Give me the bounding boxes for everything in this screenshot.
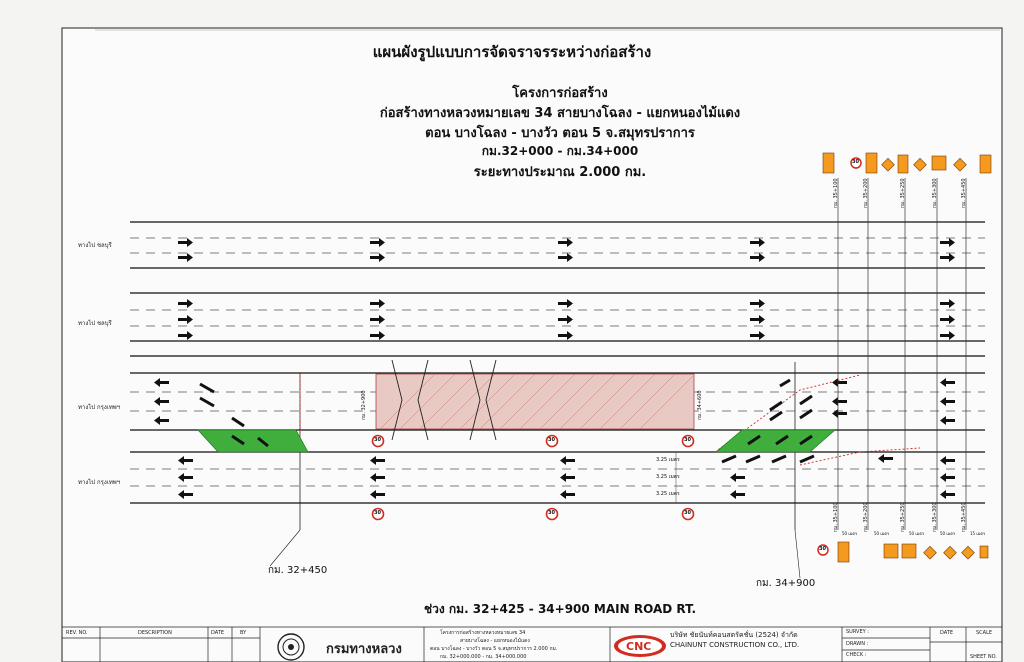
tb-rev-no: REV. NO. <box>66 630 88 636</box>
top-station-3: กม. 35+250 <box>900 178 906 208</box>
tb-project-line1: โครงการก่อสร้างทางหลวงหมายเลข 34 <box>440 630 526 636</box>
tb-by: BY <box>240 630 247 636</box>
tb-description: DESCRIPTION <box>138 630 172 636</box>
top-station-2: กม. 35+200 <box>863 178 869 208</box>
project-heading: โครงการก่อสร้าง <box>512 86 608 101</box>
lane-width-1: 3.25 เมตร <box>656 457 680 463</box>
drawing-title: แผนผังรูปแบบการจัดจราจรระหว่างก่อสร้าง <box>372 43 652 61</box>
tb-scale-label: SCALE <box>976 630 993 636</box>
warning-sign-icon <box>902 544 916 558</box>
speed-sign-value: 30 <box>684 437 691 443</box>
lane-label-chonburi-1: ทางไป ชลบุรี <box>78 242 112 249</box>
bottom-station-3: กม. 35+250 <box>900 502 906 532</box>
km-start-label: กม. 32+450 <box>268 565 328 576</box>
warning-sign-icon <box>823 153 834 173</box>
speed-sign-value: 30 <box>374 437 381 443</box>
top-station-5: กม. 35+450 <box>961 178 967 208</box>
project-name: ก่อสร้างทางหลวงหมายเลข 34 สายบางโฉลง - แยกหนองไม้แดง <box>379 106 741 121</box>
speed-sign-value: 30 <box>819 546 826 552</box>
section-caption: ช่วง กม. 32+425 - 34+900 MAIN ROAD RT. <box>423 602 697 616</box>
warning-sign-icon <box>898 155 908 173</box>
lane-label-bangkok-2: ทางไป กรุงเทพฯ <box>78 479 121 486</box>
work-zone <box>376 374 694 429</box>
gap-label-2: 50 เมตร <box>874 531 890 536</box>
tb-date-label: DATE <box>940 630 954 636</box>
warning-sign-icon <box>866 153 877 173</box>
project-distance: ระยะทางประมาณ 2.000 กม. <box>473 165 647 180</box>
speed-sign-value: 30 <box>684 510 691 516</box>
tb-company-logo: CNC <box>626 640 652 653</box>
tb-date: DATE <box>211 630 225 636</box>
tb-project-line2: สายบางโฉลง - แยกหนองไม้แดง <box>460 638 530 644</box>
lane-label-chonburi-2: ทางไป ชลบุรี <box>78 320 112 327</box>
warning-sign-icon <box>838 542 849 562</box>
speed-sign-value: 30 <box>374 510 381 516</box>
warning-sign-icon <box>980 546 988 558</box>
tb-project-line4: กม. 32+000.000 - กม. 34+000.000 <box>440 654 527 660</box>
gap-label-1: 50 เมตร <box>842 531 858 536</box>
speed-sign-value: 30 <box>548 510 555 516</box>
tb-survey: SURVEY : <box>846 629 869 635</box>
km-end-label: กม. 34+900 <box>756 578 816 589</box>
bottom-station-1: กม. 35+100 <box>833 502 839 532</box>
tb-project-line3: ตอน บางโฉลง - บางวัว ตอน 5 จ.สมุทรปราการ 2.000 กม. <box>430 646 558 652</box>
tb-drawn: DRAWN : <box>846 641 869 647</box>
work-start-station: กม. 32+900 <box>361 390 367 420</box>
tb-check: CHECK : <box>846 652 867 658</box>
speed-sign-value: 30 <box>548 437 555 443</box>
project-km-range: กม.32+000 - กม.34+000 <box>481 144 639 158</box>
warning-sign-icon <box>932 156 946 170</box>
bottom-station-4: กม. 35+300 <box>932 502 938 532</box>
tb-company-en: CHAINUNT CONSTRUCTION CO., LTD. <box>670 641 800 649</box>
warning-sign-icon <box>884 544 898 558</box>
warning-sign-icon <box>980 155 991 173</box>
tb-department: กรมทางหลวง <box>326 642 402 657</box>
work-end-station: กม. 34+600 <box>697 390 703 420</box>
project-section: ตอน บางโฉลง - บางวัว ตอน 5 จ.สมุทรปราการ <box>425 126 695 141</box>
bottom-station-2: กม. 35+200 <box>863 502 869 532</box>
gap-label-3: 50 เมตร <box>909 531 925 536</box>
tb-sheet-label: SHEET NO. <box>970 654 997 660</box>
bottom-station-5: กม. 35+450 <box>961 502 967 532</box>
tb-company-th: บริษัท ชัยนันท์คอนสตรัคชั่น (2524) จำกัด <box>670 631 798 639</box>
top-station-1: กม. 35+100 <box>833 178 839 208</box>
lane-width-3: 3.25 เมตร <box>656 491 680 497</box>
gap-label-4: 50 เมตร <box>940 531 956 536</box>
speed-sign-value: 30 <box>852 159 859 165</box>
top-station-4: กม. 35+300 <box>932 178 938 208</box>
lane-width-2: 3.25 เมตร <box>656 474 680 480</box>
gap-label-5: 15 เมตร <box>970 531 986 536</box>
lane-label-bangkok-1: ทางไป กรุงเทพฯ <box>78 404 121 411</box>
